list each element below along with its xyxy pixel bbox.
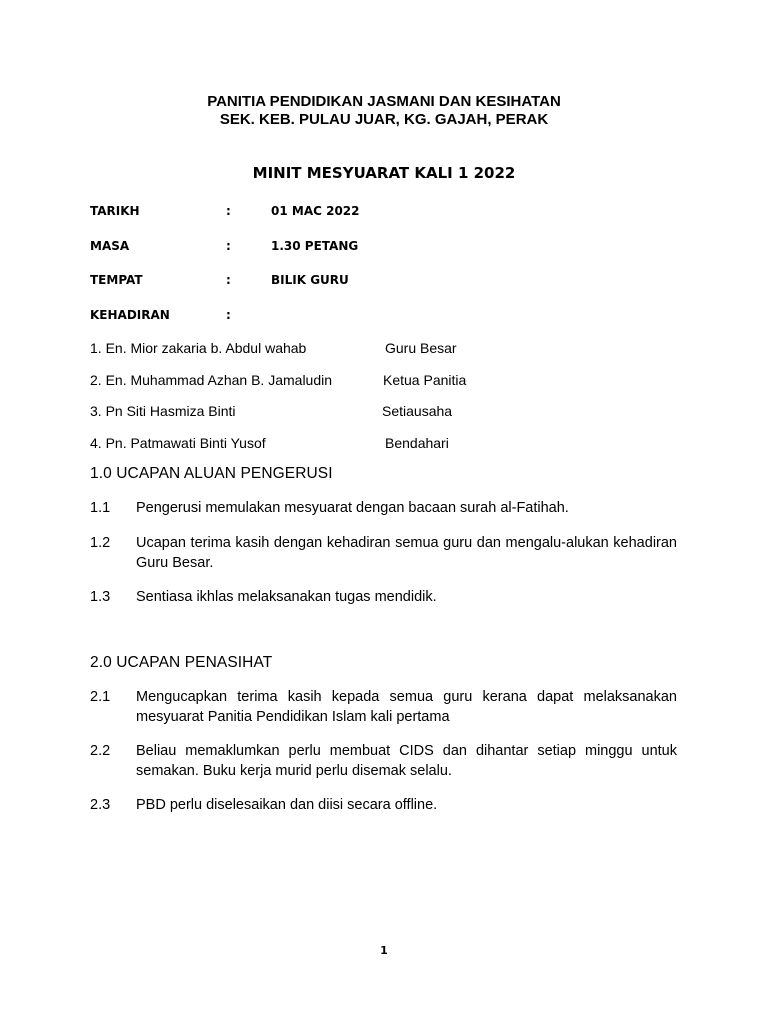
meta-colon: : [226,308,231,322]
meta-label-date: TARIKH [90,204,140,218]
attendee-role: Bendahari [385,435,449,451]
item-text: PBD perlu diselesaikan dan diisi secara offline. [136,797,438,813]
section-heading: 2.0 UCAPAN PENASIHAT [90,654,273,671]
attendee-name: 2. En. Muhammad Azhan B. Jamaludin [90,372,333,388]
item-number: 1.3 [90,589,111,605]
item-number: 1.1 [90,500,111,516]
meta-value-time: 1.30 PETANG [271,239,359,253]
meta-colon: : [226,239,231,253]
meta-label-time: MASA [90,239,130,253]
attendee-role: Guru Besar [385,340,457,356]
attendee-role: Ketua Panitia [383,372,467,388]
attendee-name: 4. Pn. Patmawati Binti Yusof [90,435,266,451]
meta-value-place: BILIK GURU [271,273,349,287]
item-number: 2.1 [90,689,111,705]
page-number: 1 [380,944,388,957]
attendee-name: 1. En. Mior zakaria b. Abdul wahab [90,340,307,356]
meta-value-date: 01 MAC 2022 [271,204,360,218]
attendee-name: 3. Pn Siti Hasmiza Binti [90,403,236,419]
item-text: Pengerusi memulakan mesyuarat dengan bacaan surah al-Fatihah. [136,500,569,516]
item-text: Mengucapkan terima kasih kepada semua guru kerana dapat melaksanakan mesyuarat Panitia Pendidikan Islam kali pertama [136,689,677,725]
item-text: Sentiasa ikhlas melaksanakan tugas mendidik. [136,589,437,605]
committee-title: PANITIA PENDIDIKAN JASMANI DAN KESIHATAN [207,93,561,110]
section-heading: 1.0 UCAPAN ALUAN PENGERUSI [90,465,333,482]
meta-label-attendance: KEHADIRAN [90,308,170,322]
meta-label-place: TEMPAT [90,273,143,287]
item-text: Ucapan terima kasih dengan kehadiran semua guru dan mengalu-alukan kehadiran Guru Besar. [136,535,677,571]
item-number: 2.2 [90,743,111,759]
item-number: 2.3 [90,797,111,813]
item-number: 1.2 [90,535,111,551]
school-name: SEK. KEB. PULAU JUAR, KG. GAJAH, PERAK [219,111,549,128]
attendee-role: Setiausaha [382,403,453,419]
meta-colon: : [226,273,231,287]
item-text: Beliau memaklumkan perlu membuat CIDS dan dihantar setiap minggu untuk semakan. Buku kerja murid perlu disemak selalu. [136,743,677,779]
meta-colon: : [226,204,231,218]
minutes-title: MINIT MESYUARAT KALI 1 2022 [252,164,516,182]
